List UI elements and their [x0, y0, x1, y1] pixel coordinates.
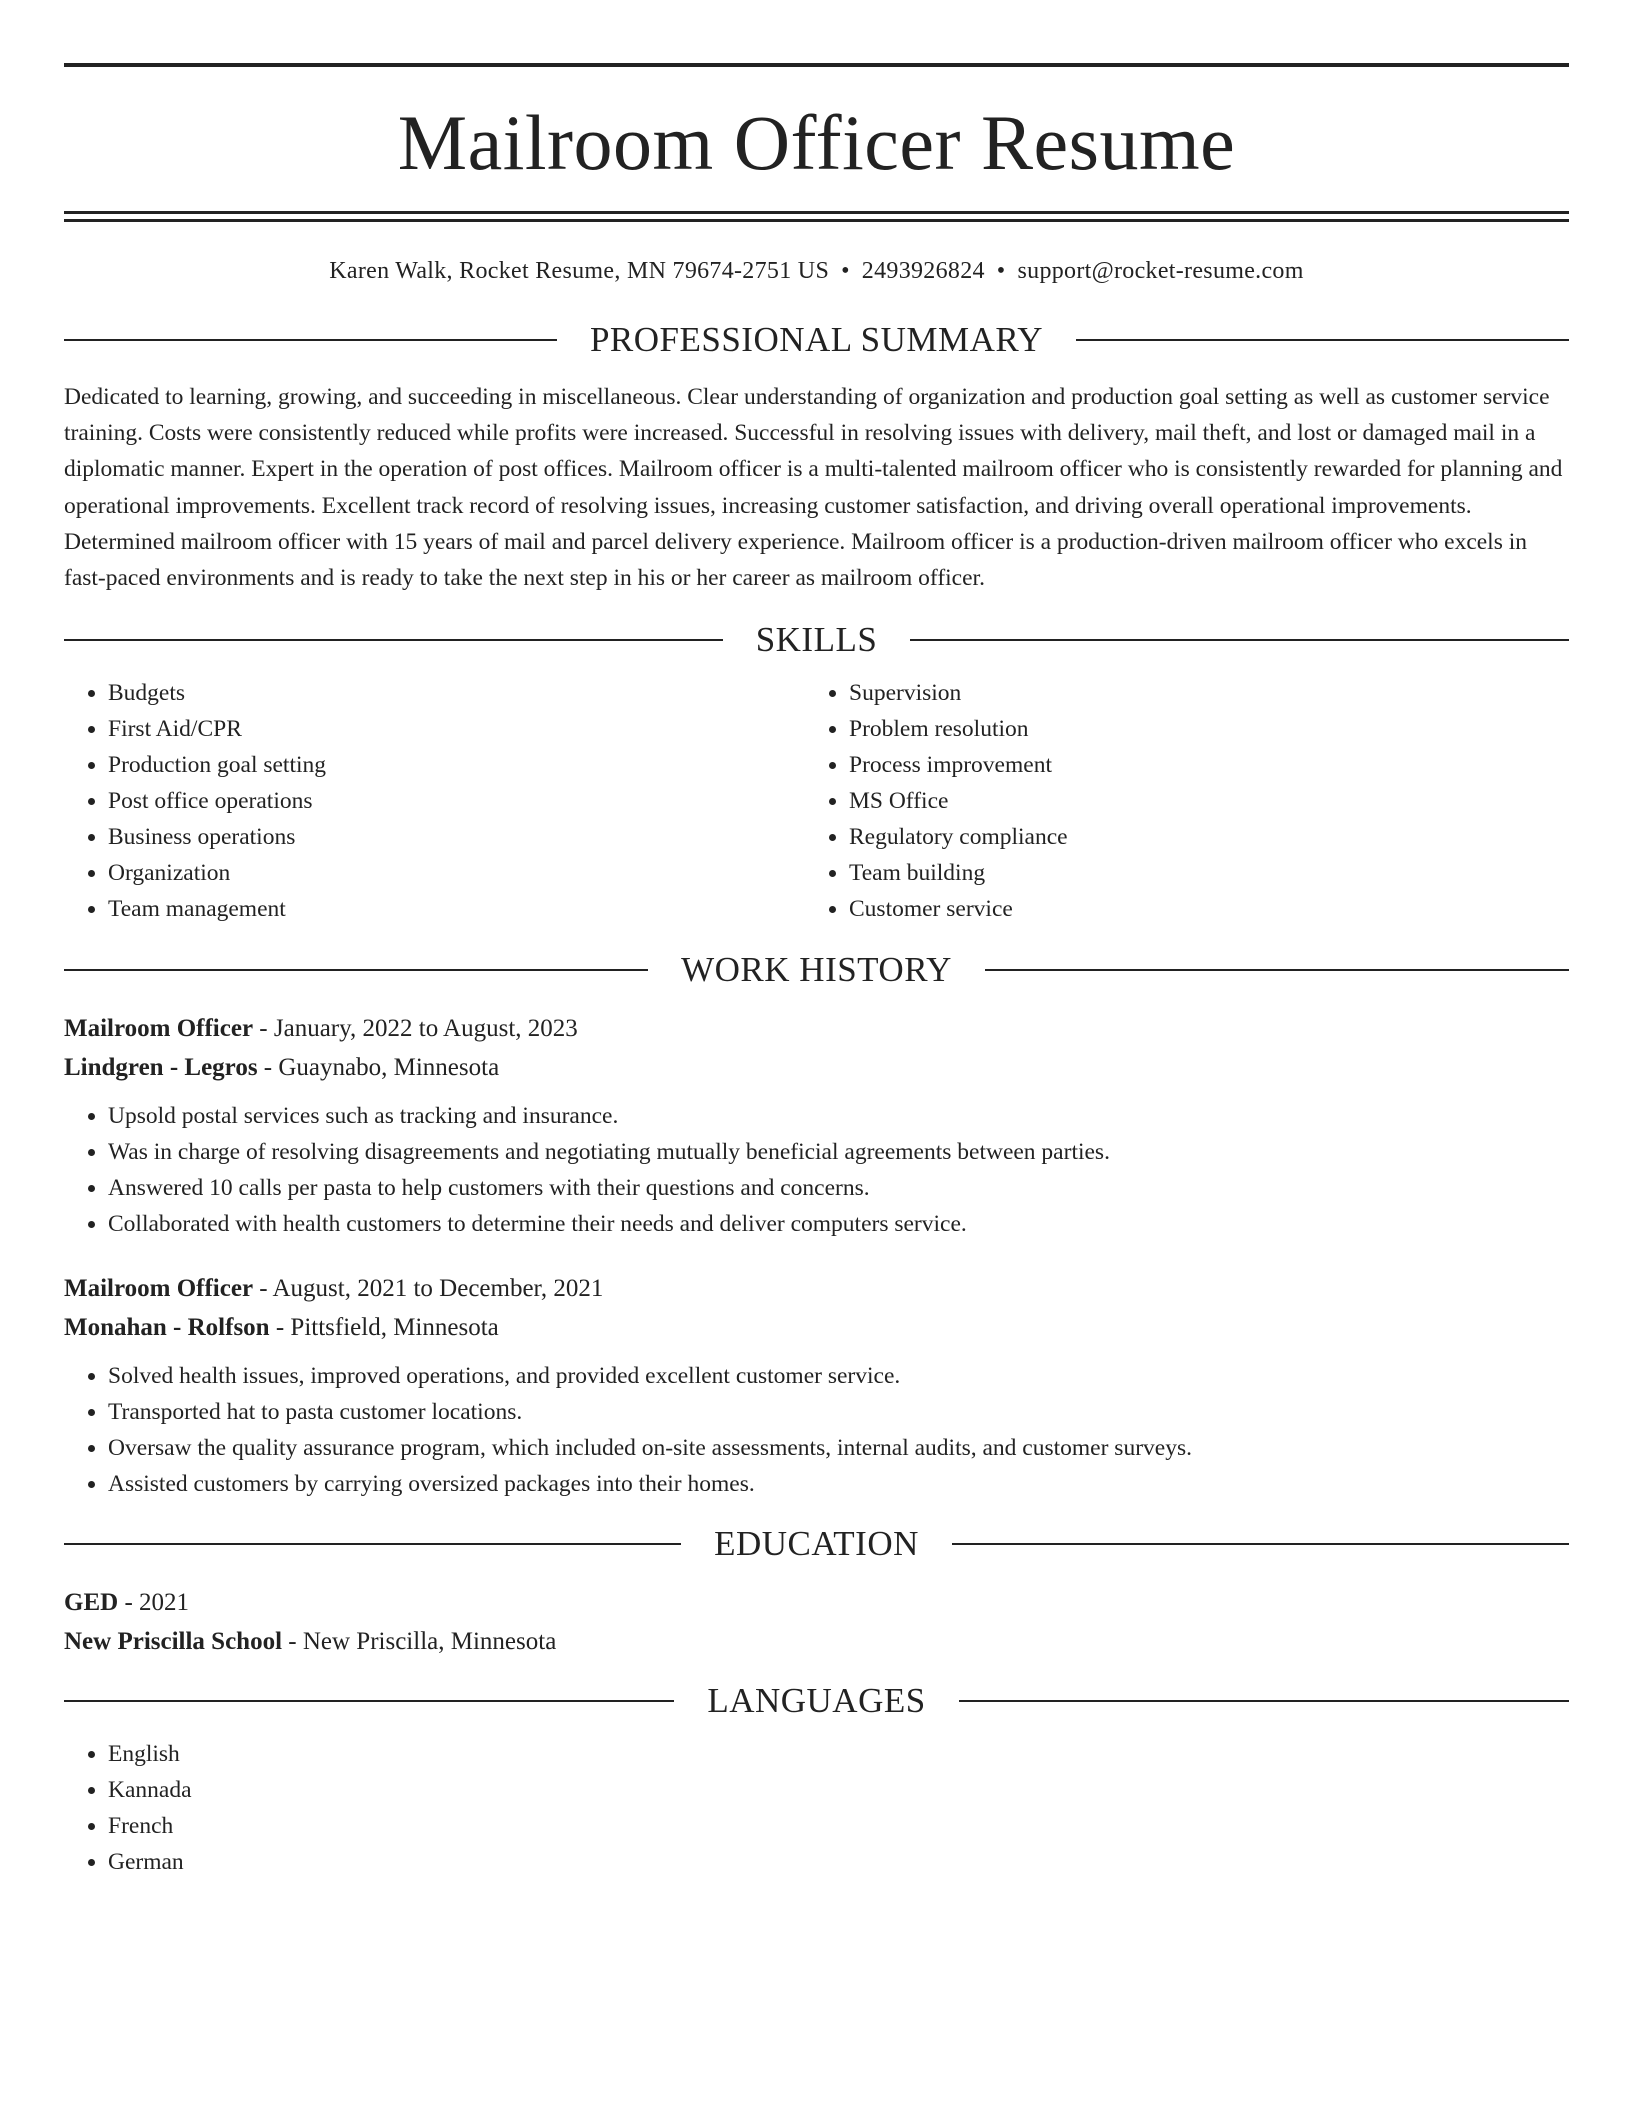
education-section-heading: [64, 1524, 1569, 1564]
languages-list: [64, 1736, 1569, 1880]
education-degree-line: [64, 1583, 1569, 1622]
job-bullet: • Solved health issues, improved operations, and provided excellent customer service.: [108, 1358, 1569, 1394]
skill-item: • Process improvement: [849, 747, 1546, 783]
contact-separator: •: [841, 258, 850, 284]
heading-rule-left: [64, 969, 648, 971]
heading-rule-right: [910, 639, 1569, 641]
job-role: Mailroom Officer: [64, 1015, 254, 1043]
skills-heading-label: SKILLS: [755, 620, 878, 660]
job-dates: - August, 2021 to December, 2021: [253, 1275, 604, 1303]
job-company-line: [64, 1308, 1569, 1347]
contact-phone: 2493926824: [861, 258, 985, 284]
contact-address: Karen Walk, Rocket Resume, MN 79674-2751 US: [329, 258, 830, 284]
skill-item: • Customer service: [849, 891, 1546, 927]
contact-email[interactable]: support@rocket-resume.com: [1017, 258, 1304, 284]
heading-rule-left: [64, 1700, 674, 1702]
professional-summary-text: Dedicated to learning, growing, and succeeding in miscellaneous. Clear understanding of organization and production goal setting as well as customer service training. Costs were consistently reduced while profits were increased. Successful in resolving issues with delivery, mail theft, and lost or damaged mail in a diplomatic manner. Expert in the operation of post offices. Mailroom officer is a multi-talented mailroom officer who is consistently rewarded for planning and operational improvements. Excellent track record of resolving issues, increasing customer satisfaction, and driving overall operational improvements. Determined mailroom officer with 15 years of mail and parcel delivery experience. Mailroom officer is a production-driven mailroom officer who excels in fast-paced environments and is ready to take the next step in his or her career as mailroom officer.: [64, 384, 1563, 592]
job-company: Monahan - Rolfson: [64, 1314, 270, 1342]
skill-item: • Post office operations: [108, 783, 805, 819]
resume-title: Mailroom Officer Resume: [397, 99, 1236, 186]
job-bullets: [64, 1358, 1569, 1502]
job-dates: - January, 2022 to August, 2023: [253, 1015, 578, 1043]
job-role: Mailroom Officer: [64, 1275, 254, 1303]
skills-column-right: [805, 675, 1546, 927]
language-item: • English: [108, 1736, 1569, 1772]
heading-rule-right: [959, 1700, 1569, 1702]
heading-rule-left: [64, 639, 723, 641]
job-bullet: • Assisted customers by carrying oversized packages into their homes.: [108, 1466, 1569, 1502]
skill-item: • Budgets: [108, 675, 805, 711]
skills-list-left: [64, 675, 805, 927]
work-history-heading-label: WORK HISTORY: [681, 950, 952, 990]
job-bullets: [64, 1098, 1569, 1242]
heading-rule-left: [64, 1543, 681, 1545]
skill-item: • MS Office: [849, 783, 1546, 819]
languages-section-heading: [64, 1681, 1569, 1721]
skills-grid: [64, 675, 1569, 927]
job-location: - Pittsfield, Minnesota: [269, 1314, 499, 1342]
skills-section-heading: [64, 620, 1569, 660]
skill-item: • Problem resolution: [849, 711, 1546, 747]
heading-rule-right: [1076, 339, 1569, 341]
job-location: - Guaynabo, Minnesota: [257, 1054, 500, 1082]
education-location: - New Priscilla, Minnesota: [282, 1628, 557, 1656]
education-degree: GED: [64, 1589, 119, 1617]
work-history-section-heading: [64, 950, 1569, 990]
skills-list-right: [805, 675, 1546, 927]
skill-item: • First Aid/CPR: [108, 711, 805, 747]
heading-rule-right: [985, 969, 1569, 971]
job-bullet: • Transported hat to pasta customer locations.: [108, 1394, 1569, 1430]
skill-item: • Business operations: [108, 819, 805, 855]
language-item: • Kannada: [108, 1772, 1569, 1808]
job-bullet: • Was in charge of resolving disagreements and negotiating mutually beneficial agreements between parties.: [108, 1134, 1569, 1170]
skills-column-left: [64, 675, 805, 927]
job-company-line: [64, 1048, 1569, 1087]
skill-item: • Team building: [849, 855, 1546, 891]
contact-line: [64, 256, 1569, 286]
job-bullet: • Answered 10 calls per pasta to help customers with their questions and concerns.: [108, 1170, 1569, 1206]
language-item: • German: [108, 1844, 1569, 1880]
skill-item: • Supervision: [849, 675, 1546, 711]
summary-heading-label: PROFESSIONAL SUMMARY: [589, 320, 1044, 359]
education-entry: [64, 1583, 1569, 1661]
language-item: • French: [108, 1808, 1569, 1844]
job-title-line: [64, 1009, 1569, 1048]
title-double-rule: [64, 211, 1569, 222]
job-bullet: • Collaborated with health customers to determine their needs and deliver computers service.: [108, 1206, 1569, 1242]
job-entry: [64, 1269, 1569, 1502]
contact-separator: •: [996, 258, 1006, 284]
languages-heading-label: LANGUAGES: [707, 1681, 926, 1721]
job-title-line: [64, 1269, 1569, 1308]
job-entry: [64, 1009, 1569, 1242]
skill-item: • Organization: [108, 855, 805, 891]
heading-rule-left: [64, 339, 557, 341]
languages-list-wrapper: [64, 1736, 1569, 1880]
summary-section-heading: [64, 320, 1569, 360]
heading-rule-right: [952, 1543, 1569, 1545]
education-year: - 2021: [118, 1589, 190, 1617]
job-bullet: • Oversaw the quality assurance program, which included on-site assessments, internal audits, and customer surveys.: [108, 1430, 1569, 1466]
job-company: Lindgren - Legros: [64, 1054, 258, 1082]
education-school: New Priscilla School: [64, 1628, 283, 1656]
job-bullet: • Upsold postal services such as tracking and insurance.: [108, 1098, 1569, 1134]
education-heading-label: EDUCATION: [714, 1524, 919, 1564]
skill-item: • Production goal setting: [108, 747, 805, 783]
skill-item: • Team management: [108, 891, 805, 927]
skill-item: • Regulatory compliance: [849, 819, 1546, 855]
education-school-line: [64, 1622, 1569, 1661]
